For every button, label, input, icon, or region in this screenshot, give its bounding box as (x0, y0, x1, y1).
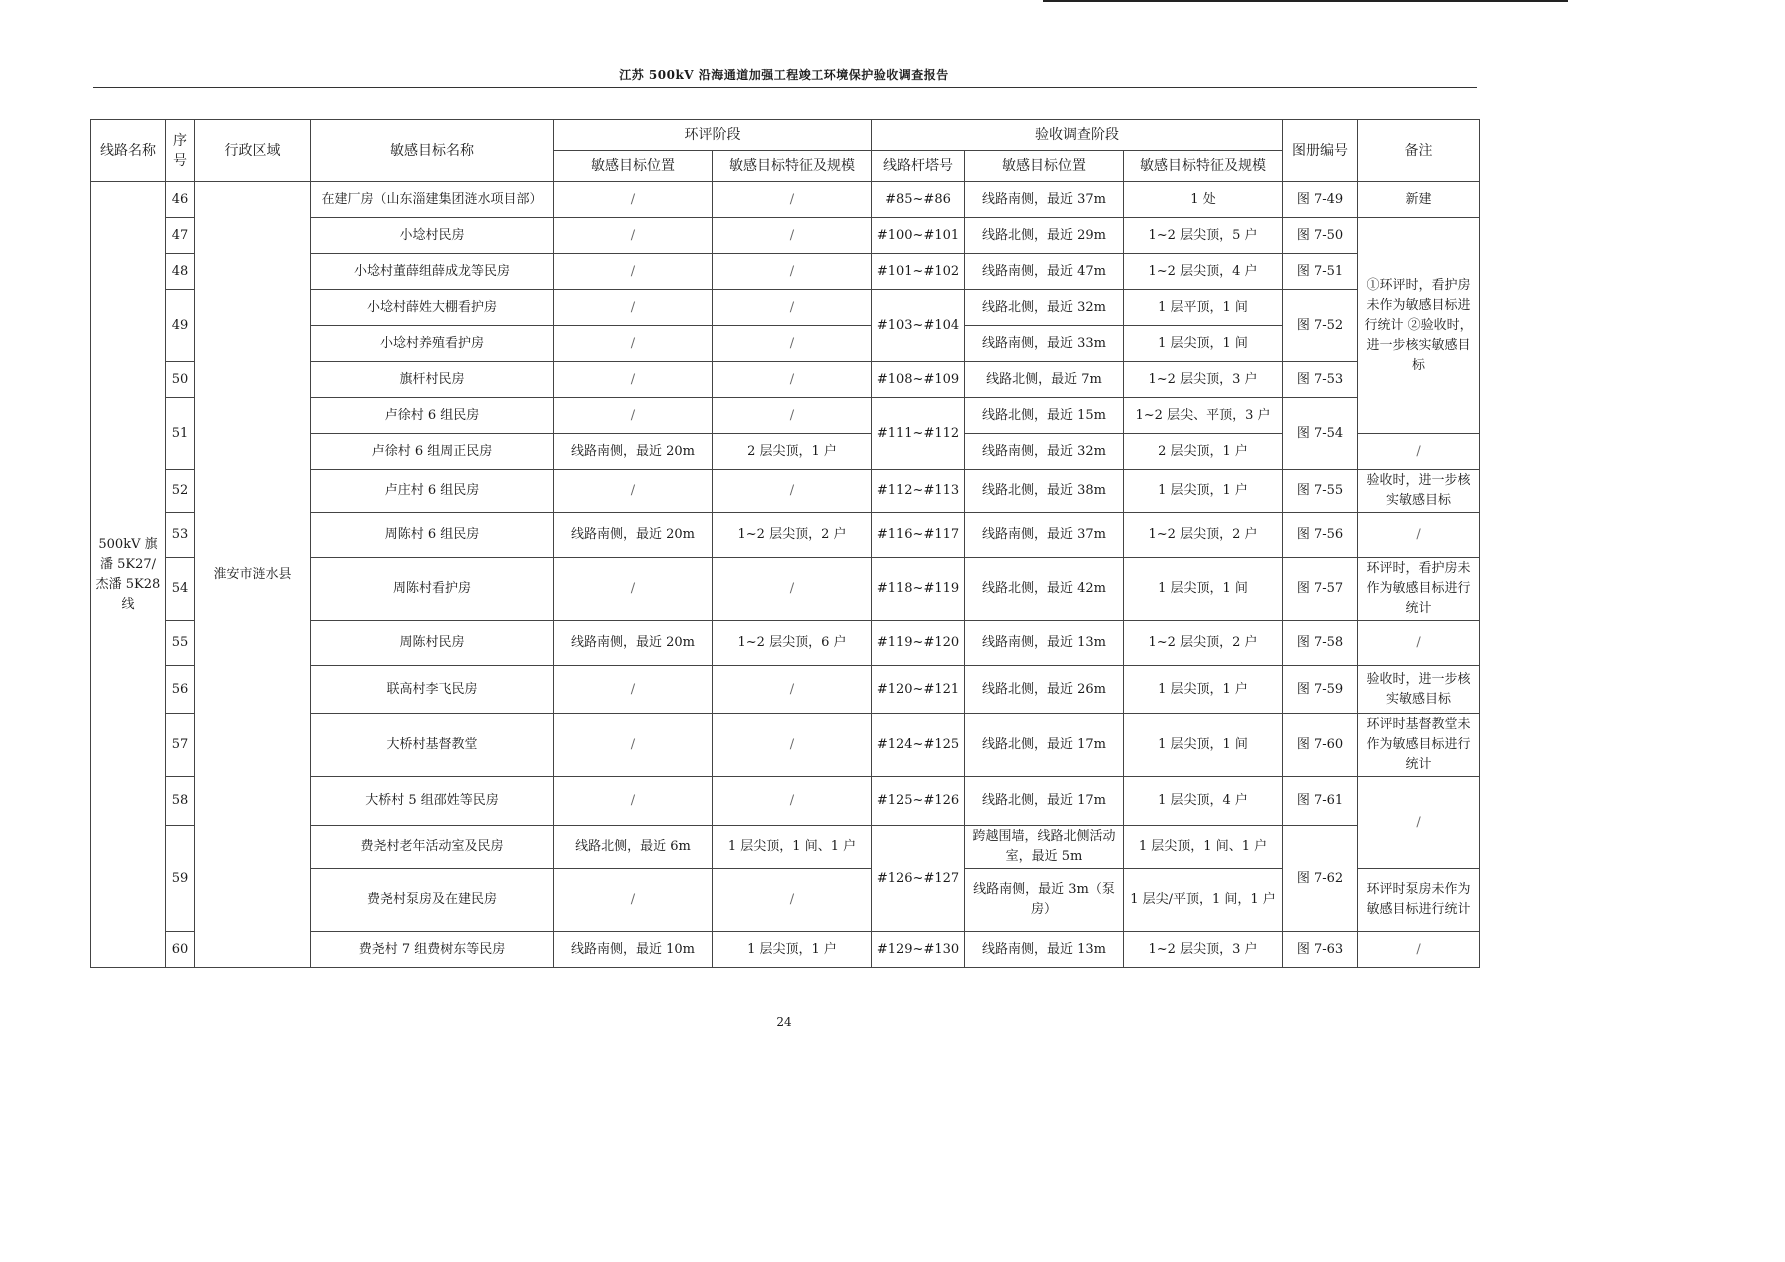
figure-cell: 图 7-51 (1283, 254, 1358, 290)
eia-position-cell: 线路南侧，最近 20m (554, 513, 713, 558)
tower-cell: #125~#126 (872, 777, 965, 826)
acc-features-cell: 1 处 (1124, 182, 1283, 218)
figure-cell: 图 7-52 (1283, 290, 1358, 362)
figure-cell: 图 7-60 (1283, 714, 1358, 777)
acc-position-cell: 线路北侧，最近 17m (965, 777, 1124, 826)
eia-position-cell: 线路南侧，最近 20m (554, 621, 713, 666)
eia-position-cell: / (554, 714, 713, 777)
tower-cell: #85~#86 (872, 182, 965, 218)
eia-features-cell: / (713, 326, 872, 362)
remark-cell: / (1358, 513, 1480, 558)
remark-cell: 验收时，进一步核实敏感目标 (1358, 666, 1480, 714)
eia-position-cell: / (554, 398, 713, 434)
eia-features-cell: / (713, 777, 872, 826)
acc-position-cell: 线路北侧，最近 7m (965, 362, 1124, 398)
figure-cell: 图 7-62 (1283, 826, 1358, 932)
top-rule (1043, 0, 1568, 2)
target-name-cell: 小埝村养殖看护房 (311, 326, 554, 362)
header-rule (93, 87, 1477, 88)
target-name-cell: 小埝村薛姓大棚看护房 (311, 290, 554, 326)
tower-cell: #129~#130 (872, 932, 965, 968)
region-cell: 淮安市涟水县 (195, 182, 311, 968)
header-eia-features: 敏感目标特征及规模 (713, 151, 872, 182)
eia-position-cell: / (554, 254, 713, 290)
acc-position-cell: 线路北侧，最近 17m (965, 714, 1124, 777)
tower-cell: #124~#125 (872, 714, 965, 777)
remark-cell: / (1358, 777, 1480, 869)
acc-position-cell: 线路南侧，最近 3m（泵房） (965, 869, 1124, 932)
eia-features-cell: / (713, 290, 872, 326)
eia-features-cell: / (713, 398, 872, 434)
report-header-title: 江苏 500kV 沿海通道加强工程竣工环境保护验收调查报告 (619, 68, 949, 82)
acc-position-cell: 线路南侧，最近 37m (965, 513, 1124, 558)
tower-cell: #120~#121 (872, 666, 965, 714)
figure-cell: 图 7-49 (1283, 182, 1358, 218)
eia-features-cell: / (713, 470, 872, 513)
seq-cell: 56 (166, 666, 195, 714)
eia-position-cell: / (554, 218, 713, 254)
acc-features-cell: 1~2 层尖顶，3 户 (1124, 932, 1283, 968)
header-target-name: 敏感目标名称 (311, 120, 554, 182)
tower-cell: #100~#101 (872, 218, 965, 254)
figure-cell: 图 7-54 (1283, 398, 1358, 470)
figure-cell: 图 7-56 (1283, 513, 1358, 558)
table-row (91, 182, 1480, 218)
target-name-cell: 卢庄村 6 组民房 (311, 470, 554, 513)
tower-cell: #119~#120 (872, 621, 965, 666)
acc-features-cell: 1 层尖顶，1 户 (1124, 470, 1283, 513)
acc-features-cell: 1 层尖顶，1 户 (1124, 666, 1283, 714)
target-name-cell: 费尧村老年活动室及民房 (311, 826, 554, 869)
eia-features-cell: / (713, 182, 872, 218)
eia-position-cell: 线路南侧，最近 20m (554, 434, 713, 470)
eia-position-cell: / (554, 869, 713, 932)
acc-features-cell: 1~2 层尖顶，2 户 (1124, 513, 1283, 558)
tower-cell: #112~#113 (872, 470, 965, 513)
remark-cell: ①环评时，看护房未作为敏感目标进行统计 ②验收时，进一步核实敏感目标 (1358, 218, 1480, 434)
acc-position-cell: 线路南侧，最近 47m (965, 254, 1124, 290)
figure-cell: 图 7-57 (1283, 558, 1358, 621)
acc-position-cell: 线路北侧，最近 38m (965, 470, 1124, 513)
seq-cell: 52 (166, 470, 195, 513)
sensitive-targets-table (90, 119, 1480, 968)
acc-position-cell: 线路北侧，最近 26m (965, 666, 1124, 714)
acc-position-cell: 线路南侧，最近 13m (965, 932, 1124, 968)
eia-position-cell: / (554, 362, 713, 398)
eia-position-cell: / (554, 290, 713, 326)
acc-position-cell: 跨越围墙，线路北侧活动室，最近 5m (965, 826, 1124, 869)
remark-cell: / (1358, 621, 1480, 666)
acc-features-cell: 1 层尖顶，1 间 (1124, 558, 1283, 621)
acc-features-cell: 1 层尖顶，1 间、1 户 (1124, 826, 1283, 869)
seq-cell: 57 (166, 714, 195, 777)
acc-position-cell: 线路北侧，最近 29m (965, 218, 1124, 254)
eia-position-cell: 线路北侧，最近 6m (554, 826, 713, 869)
header-eia-stage: 环评阶段 (554, 120, 872, 151)
tower-cell: #108~#109 (872, 362, 965, 398)
figure-cell: 图 7-61 (1283, 777, 1358, 826)
eia-position-cell: / (554, 777, 713, 826)
seq-cell: 54 (166, 558, 195, 621)
target-name-cell: 周陈村 6 组民房 (311, 513, 554, 558)
seq-cell: 49 (166, 290, 195, 362)
seq-cell: 46 (166, 182, 195, 218)
target-name-cell: 卢徐村 6 组周正民房 (311, 434, 554, 470)
remark-cell: 环评时泵房未作为敏感目标进行统计 (1358, 869, 1480, 932)
table-header (91, 120, 1480, 182)
eia-features-cell: 1~2 层尖顶，2 户 (713, 513, 872, 558)
seq-cell: 48 (166, 254, 195, 290)
eia-position-cell: / (554, 558, 713, 621)
figure-cell: 图 7-59 (1283, 666, 1358, 714)
eia-features-cell: 1 层尖顶，1 间、1 户 (713, 826, 872, 869)
table-body (91, 182, 1480, 968)
acc-features-cell: 1~2 层尖顶，3 户 (1124, 362, 1283, 398)
eia-features-cell: / (713, 362, 872, 398)
eia-features-cell: / (713, 558, 872, 621)
eia-features-cell: 1~2 层尖顶，6 户 (713, 621, 872, 666)
figure-cell: 图 7-50 (1283, 218, 1358, 254)
header-region: 行政区域 (195, 120, 311, 182)
acc-features-cell: 1 层尖/平顶，1 间，1 户 (1124, 869, 1283, 932)
acc-position-cell: 线路北侧，最近 42m (965, 558, 1124, 621)
header-figure: 图册编号 (1283, 120, 1358, 182)
target-name-cell: 在建厂房（山东淄建集团涟水项目部） (311, 182, 554, 218)
target-name-cell: 小埝村民房 (311, 218, 554, 254)
tower-cell: #116~#117 (872, 513, 965, 558)
remark-cell: / (1358, 932, 1480, 968)
target-name-cell: 大桥村 5 组邵姓等民房 (311, 777, 554, 826)
target-name-cell: 大桥村基督教堂 (311, 714, 554, 777)
seq-cell: 51 (166, 398, 195, 470)
acc-position-cell: 线路南侧，最近 37m (965, 182, 1124, 218)
seq-cell: 59 (166, 826, 195, 932)
acc-features-cell: 1 层平顶，1 间 (1124, 290, 1283, 326)
remark-cell: 验收时，进一步核实敏感目标 (1358, 470, 1480, 513)
eia-position-cell: / (554, 182, 713, 218)
eia-features-cell: / (713, 218, 872, 254)
acc-features-cell: 1 层尖顶，4 户 (1124, 777, 1283, 826)
target-name-cell: 周陈村看护房 (311, 558, 554, 621)
seq-cell: 55 (166, 621, 195, 666)
target-name-cell: 费尧村 7 组费树东等民房 (311, 932, 554, 968)
header-acc-position: 敏感目标位置 (965, 151, 1124, 182)
acc-features-cell: 1~2 层尖顶，5 户 (1124, 218, 1283, 254)
figure-cell: 图 7-55 (1283, 470, 1358, 513)
figure-cell: 图 7-58 (1283, 621, 1358, 666)
acc-features-cell: 1~2 层尖顶，4 户 (1124, 254, 1283, 290)
acc-features-cell: 1~2 层尖、平顶，3 户 (1124, 398, 1283, 434)
acc-position-cell: 线路北侧，最近 32m (965, 290, 1124, 326)
header-line-name: 线路名称 (91, 120, 166, 182)
acc-position-cell: 线路南侧，最近 13m (965, 621, 1124, 666)
header-acc-features: 敏感目标特征及规模 (1124, 151, 1283, 182)
eia-position-cell: / (554, 666, 713, 714)
acc-features-cell: 1 层尖顶，1 间 (1124, 714, 1283, 777)
header-remarks: 备注 (1358, 120, 1480, 182)
target-name-cell: 周陈村民房 (311, 621, 554, 666)
eia-features-cell: / (713, 869, 872, 932)
seq-cell: 50 (166, 362, 195, 398)
tower-cell: #126~#127 (872, 826, 965, 932)
target-name-cell: 小埝村董薛组薛成龙等民房 (311, 254, 554, 290)
line-name-cell: 500kV 旗潘 5K27/杰潘 5K28 线 (91, 182, 166, 968)
header-tower: 线路杆塔号 (872, 151, 965, 182)
remark-cell: 新建 (1358, 182, 1480, 218)
remark-cell: 环评时，看护房未作为敏感目标进行统计 (1358, 558, 1480, 621)
target-name-cell: 旗杆村民房 (311, 362, 554, 398)
remark-cell: / (1358, 434, 1480, 470)
seq-cell: 47 (166, 218, 195, 254)
remark-cell: 环评时基督教堂未作为敏感目标进行统计 (1358, 714, 1480, 777)
eia-features-cell: 1 层尖顶，1 户 (713, 932, 872, 968)
figure-cell: 图 7-53 (1283, 362, 1358, 398)
header-acceptance-stage: 验收调查阶段 (872, 120, 1283, 151)
target-name-cell: 卢徐村 6 组民房 (311, 398, 554, 434)
header-seq: 序号 (166, 120, 195, 182)
target-name-cell: 费尧村泵房及在建民房 (311, 869, 554, 932)
seq-cell: 58 (166, 777, 195, 826)
eia-position-cell: / (554, 470, 713, 513)
acc-features-cell: 2 层尖顶，1 户 (1124, 434, 1283, 470)
eia-features-cell: / (713, 666, 872, 714)
acc-features-cell: 1~2 层尖顶，2 户 (1124, 621, 1283, 666)
eia-features-cell: / (713, 714, 872, 777)
eia-position-cell: / (554, 326, 713, 362)
acc-position-cell: 线路北侧，最近 15m (965, 398, 1124, 434)
page-number: 24 (776, 1015, 792, 1029)
acc-position-cell: 线路南侧，最近 32m (965, 434, 1124, 470)
acc-features-cell: 1 层尖顶，1 间 (1124, 326, 1283, 362)
tower-cell: #111~#112 (872, 398, 965, 470)
seq-cell: 53 (166, 513, 195, 558)
eia-features-cell: 2 层尖顶，1 户 (713, 434, 872, 470)
seq-cell: 60 (166, 932, 195, 968)
eia-position-cell: 线路南侧，最近 10m (554, 932, 713, 968)
figure-cell: 图 7-63 (1283, 932, 1358, 968)
acc-position-cell: 线路南侧，最近 33m (965, 326, 1124, 362)
header-eia-position: 敏感目标位置 (554, 151, 713, 182)
tower-cell: #118~#119 (872, 558, 965, 621)
eia-features-cell: / (713, 254, 872, 290)
tower-cell: #103~#104 (872, 290, 965, 362)
target-name-cell: 联高村李飞民房 (311, 666, 554, 714)
tower-cell: #101~#102 (872, 254, 965, 290)
